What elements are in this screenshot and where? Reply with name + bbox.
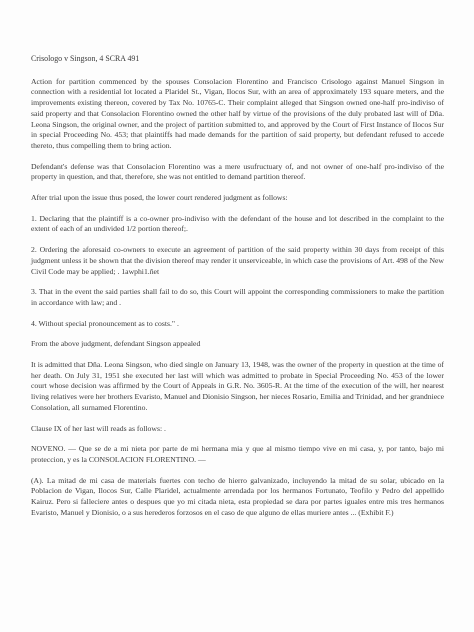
paragraph-judgment-item-3: 3. That in the event the said parties shall fail to do so, this Court will appoint the corresponding commissioners to make the partition in accordance with law; and . xyxy=(31,287,444,307)
paragraph-clause-a: (A). La mitad de mi casa de materials fuertes con techo de hierro galvanizado, incluyendo la mitad de su solar, ubicado en la Poblacion de Vigan, Ilocos Sur, Calle Plaridel, actualmente arrendada por los hermanos Fortunato, Teofilo y Pedro del appellido Kairuz. Pero si falleciere antes o despues que yo mi citada nieta, esta propiedad se dara por partes iguales entre mis tres hermanos Evaristo, Manuel y Dionisio, o a sus herederos forzosos en el caso de que alguno de ellas muriere antes ... (Exhibit F.) xyxy=(31,475,444,517)
paragraph-noveno: NOVENO. — Que se de a mi nieta por parte de mi hermana mia y que al mismo tiempo vive en mi casa, y, por tanto, bajo mi proteccion, y es la CONSOLACION FLORENTINO. — xyxy=(31,444,444,464)
paragraph-judgment-item-4: 4. Without special pronouncement as to costs." . xyxy=(31,318,179,328)
document-title: Crisologo v Singson, 4 SCRA 491 xyxy=(31,54,140,63)
paragraph-clause-ix-intro: Clause IX of her last will reads as follows: . xyxy=(31,423,166,433)
paragraph-judgment-item-1: 1. Declaring that the plaintiff is a co-owner pro-indiviso with the defendant of the house and lot described in the complaint to the extent of each of an undivided 1/2 portion thereof;. xyxy=(31,213,444,234)
paragraph-after-trial: After trial upon the issue thus posed, the lower court rendered judgment as follows: xyxy=(31,193,288,203)
paragraph-admitted-facts: It is admitted that Dña. Leona Singson, who died single on January 13, 1948, was the owner of the property in question at the time of her death. On July 31, 1951 she executed her last will which was admitted to probate in Special Proceeding No. 453 of the lower court whose decision was affirmed by the Court of Appeals in G.R. No. 3605-R. At the time of the execution of the will, her nearest living relatives were her brothers Evaristo, Manuel and Dionisio Singson, her nieces Rosario, Emilia and Trinidad, and her grandniece Consolation, all surnamed Florentino. xyxy=(31,360,444,412)
paragraph-judgment-item-2: 2. Ordering the aforesaid co-owners to execute an agreement of partition of the said property within 30 days from receipt of this judgment unless it be shown that the division thereof may render it unserviceable, in which case the provisions of Art. 498 of the New Civil Code may be applied; . 1awphi1.ñet xyxy=(31,245,444,276)
paragraph-defendant-defense: Defendant's defense was that Consolacion Florentino was a mere usufructuary of, and not owner of one-half pro-indiviso of the property in question, and that, therefore, she was not entitled to demand partition thereof. xyxy=(31,161,444,182)
paragraph-action-for-partition: Action for partition commenced by the spouses Consolacion Florentino and Francisco Crisologo against Manuel Singson in connection with a residential lot located a Plaridel St., Vigan, Ilocos Sur, with an area of approximately 193 square meters, and the improvements existing thereon, covered by Tax No. 10765-C. Their complaint alleged that Singson owned one-half pro-indiviso of said property and that Consolacion Florentino owned the other half by virtue of the provisions of the duly probated last will of Dña. Leona Singson, the original owner, and the project of partition submitted to, and approved by the Court of First Instance of Ilocos Sur in special Proceeding No. 453; that plaintiffs had made demands for the partition of said property, but defendant refused to accede thereto, thus compelling them to bring action. xyxy=(31,76,444,150)
paragraph-appeal: From the above judgment, defendant Singson appealed xyxy=(31,339,201,349)
